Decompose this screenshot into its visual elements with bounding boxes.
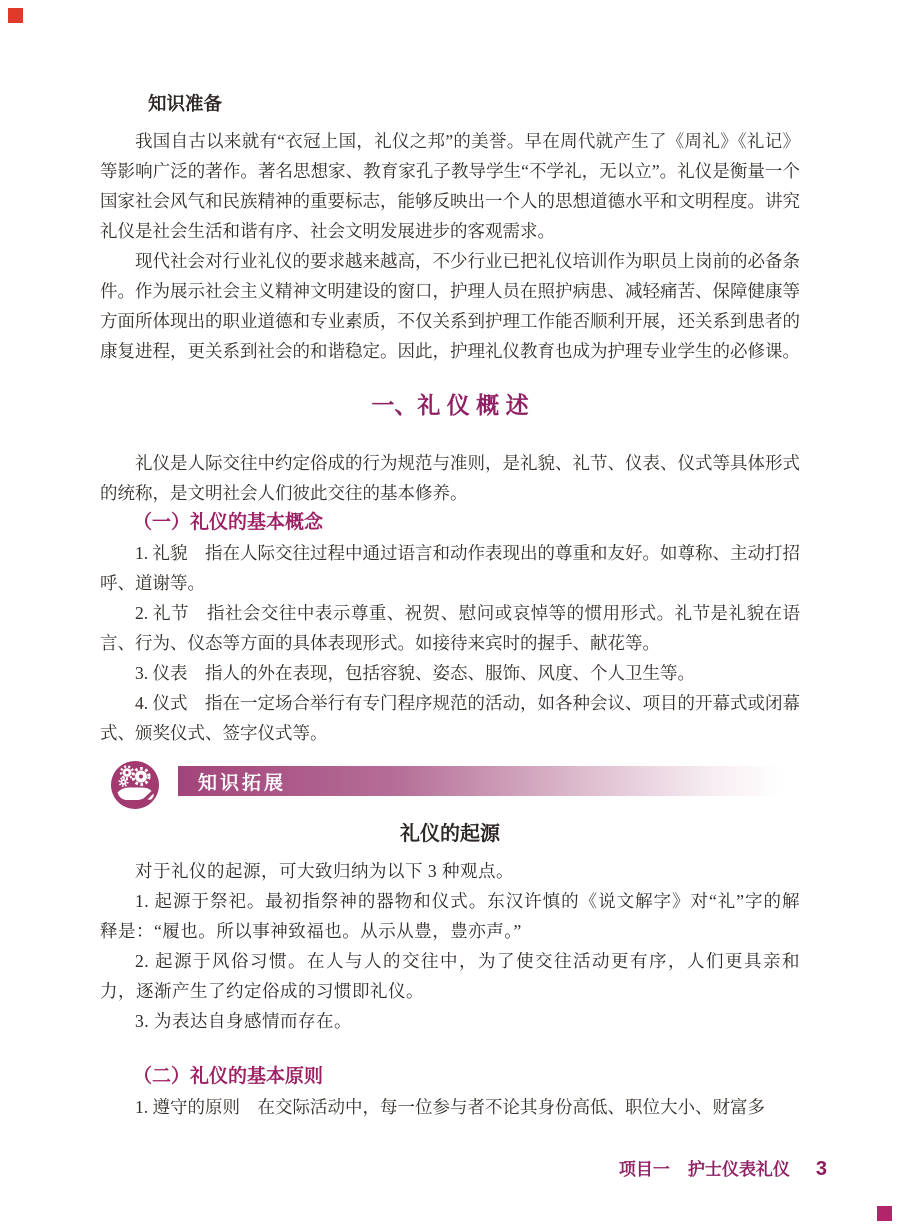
callout-title: 礼仪的起源 [400, 823, 500, 845]
list-item: 3. 仪表 指人的外在表现，包括容貌、姿态、服饰、风度、个人卫生等。 [135, 663, 695, 683]
footer-section: 护士仪表礼仪 [687, 1160, 790, 1179]
section-intro-paragraph: 礼仪是人际交往中约定俗成的行为规范与准则，是礼貌、礼节、仪表、仪式等具体形式的统称，是文明社会人们彼此交往的基本修养。 [100, 453, 800, 503]
clipped-paragraph-line: 1. 遵守的原则 在交际活动中，每一位参与者不论其身份高低、职位大小、财富多 [135, 1097, 765, 1117]
gears-in-hand-icon [110, 760, 160, 810]
knowledge-prep-paragraph: 我国自古以来就有“衣冠上国，礼仪之邦”的美誉。早在周代就产生了《周礼》《礼记》等影响广泛的著作。著名思想家、教育家孔子教导学生“不学礼，无以立”。礼仪是衡量一个国家社会风气和民族精神的重要标志，能够反映出一个人的思想道德水平和文明程度。讲究礼仪是社会生活和谐有序、社会文明发展进步的客观需求。 [100, 131, 800, 241]
knowledge-expansion-callout [100, 760, 800, 1036]
page-footer [619, 1155, 827, 1181]
list-item: 4. 仪式 指在一定场合举行有专门程序规范的活动，如各种会议、项目的开幕式或闭幕式、颁奖仪式、签字仪式等。 [100, 693, 800, 743]
red-corner-marker [8, 8, 23, 23]
knowledge-prep-heading: 知识准备 [148, 93, 223, 114]
callout-list-item: 3. 为表达自身感情而存在。 [135, 1011, 352, 1031]
callout-list-item: 2. 起源于风俗习惯。在人与人的交往中，为了使交往活动更有序，人们更具亲和力，逐渐产生了约定俗成的习惯即礼仪。 [100, 951, 800, 1001]
banner-label: 知识拓展 [198, 772, 287, 794]
magenta-corner-marker [877, 1206, 892, 1221]
list-item: 1. 礼貌 指在人际交往过程中通过语言和动作表现出的尊重和友好。如尊称、主动打招呼、道谢等。 [100, 543, 800, 593]
subsection-heading-basic-concepts: （一）礼仪的基本概念 [133, 512, 324, 533]
page-number: 3 [815, 1158, 827, 1180]
callout-intro: 对于礼仪的起源，可大致归纳为以下 3 种观点。 [135, 861, 514, 881]
page-content [100, 0, 800, 1122]
callout-list-item: 1. 起源于祭祀。最初指祭神的器物和仪式。东汉许慎的《说文解字》对“礼”字的解释是：“履也。所以事神致福也。从示从豊，豊亦声。” [100, 891, 800, 941]
subsection-heading-basic-principles: （二）礼仪的基本原则 [133, 1066, 324, 1087]
knowledge-expansion-banner [100, 760, 800, 810]
banner-gradient-bar [178, 766, 800, 796]
list-item: 2. 礼节 指社会交往中表示尊重、祝贺、慰问或哀悼等的惯用形式。礼节是礼貌在语言、行为、仪态等方面的具体表现形式。如接待来宾时的握手、献花等。 [100, 603, 800, 653]
footer-chapter: 项目一 [618, 1160, 670, 1179]
section-title: 一、礼 仪 概 述 [371, 392, 529, 418]
knowledge-prep-paragraph: 现代社会对行业礼仪的要求越来越高，不少行业已把礼仪培训作为职员上岗前的必备条件。作为展示社会主义精神文明建设的窗口，护理人员在照护病患、减轻痛苦、保障健康等方面所体现出的职业道德和专业素质，不仅关系到护理工作能否顺利开展，还关系到患者的康复进程，更关系到社会的和谐稳定。因此，护理礼仪教育也成为护理专业学生的必修课。 [100, 251, 800, 361]
